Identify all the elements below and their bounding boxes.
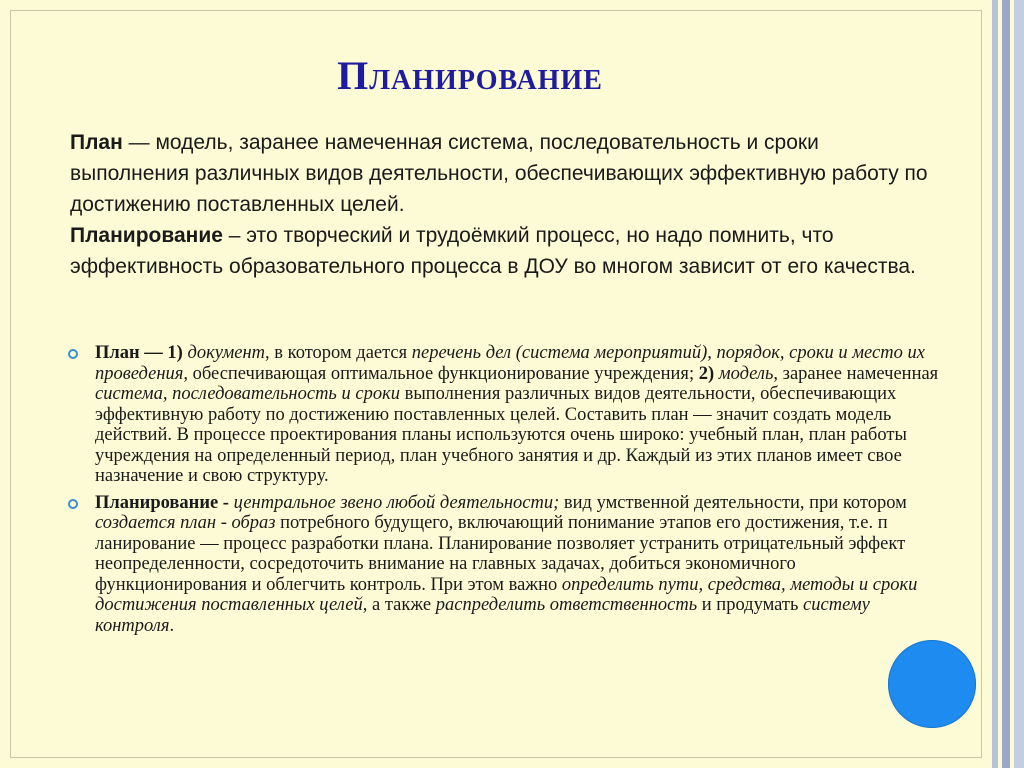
bullet-list — [68, 343, 948, 642]
text-segment: система, последовательность и сроки — [95, 384, 400, 404]
text-segment: создается план - образ — [95, 513, 276, 533]
bullet-ring-icon — [68, 349, 78, 359]
text-segment: и продумать — [697, 595, 804, 615]
intro-term-plan: План — [70, 131, 123, 154]
text-segment: документ — [187, 343, 266, 363]
text-segment: , а также — [362, 595, 436, 615]
text-segment: определить пути, средства, методы и сроки достижения поставленных целей — [95, 574, 918, 615]
intro-definitions — [70, 127, 940, 282]
text-segment: систему контроля — [95, 595, 870, 636]
text-segment: перечень дел (система мероприятий), порядок, сроки и место их проведения, — [95, 343, 925, 384]
text-segment: вид умственной деятельности, при котором — [559, 492, 907, 513]
text-segment: потребного будущего, включающий понимание этапов его достижения, т.е. п ланирование — процесс разработки плана. Планирование позволяет устранить отрицательный эффект неопределенности, сосредоточить внимание на главных задачах, добиться экономичного функционирования и облегчить контроль. При этом важно — [95, 513, 906, 595]
decorative-blue-circle — [888, 640, 976, 728]
bullet-plan-text — [95, 343, 938, 486]
bullet-ring-icon — [68, 499, 78, 509]
text-segment: центральное звено любой деятельности; — [233, 492, 560, 513]
text-segment: , заранее намеченная — [773, 363, 939, 384]
text-segment: . — [169, 615, 175, 636]
intro-definition-planning: – это творческий и трудоёмкий процесс, но надо помнить, что эффективность образовательного процесса в ДОУ во многом зависит от его качества. — [70, 224, 916, 278]
bullet-planning-text — [95, 493, 917, 636]
bullet-planning — [68, 493, 948, 637]
text-segment: Планирование - — [95, 492, 234, 513]
decorative-side-stripes — [988, 0, 1024, 768]
text-segment: распределить ответственность — [435, 595, 698, 615]
intro-term-planning: Планирование — [70, 224, 223, 247]
bullet-plan — [68, 343, 948, 487]
text-segment: выполнения различных видов деятельности, обеспечивающих эффективную работу по достижению поставленных целей. Составить план — значит создать модель действий. В процессе проектирования планы используются очень широко: учебный план, план работы учреждения на определенный период, план учебного занятия и др. Каждый из этих планов имеет свое назначение и свою структуру. — [95, 384, 907, 486]
text-segment: модель — [718, 363, 774, 384]
text-segment: 2) — [698, 363, 715, 384]
intro-definition-plan: — модель, заранее намеченная система, последовательность и сроки выполнения различных видов деятельности, обеспечивающих эффективную работу по достижению поставленных целей. — [70, 131, 928, 216]
text-segment: План — 1) — [95, 343, 188, 363]
text-segment: , в котором дается — [265, 343, 412, 363]
slide-title: Планирование — [337, 53, 603, 98]
text-segment: обеспечивающая оптимальное функционирование учреждения; — [187, 363, 699, 384]
